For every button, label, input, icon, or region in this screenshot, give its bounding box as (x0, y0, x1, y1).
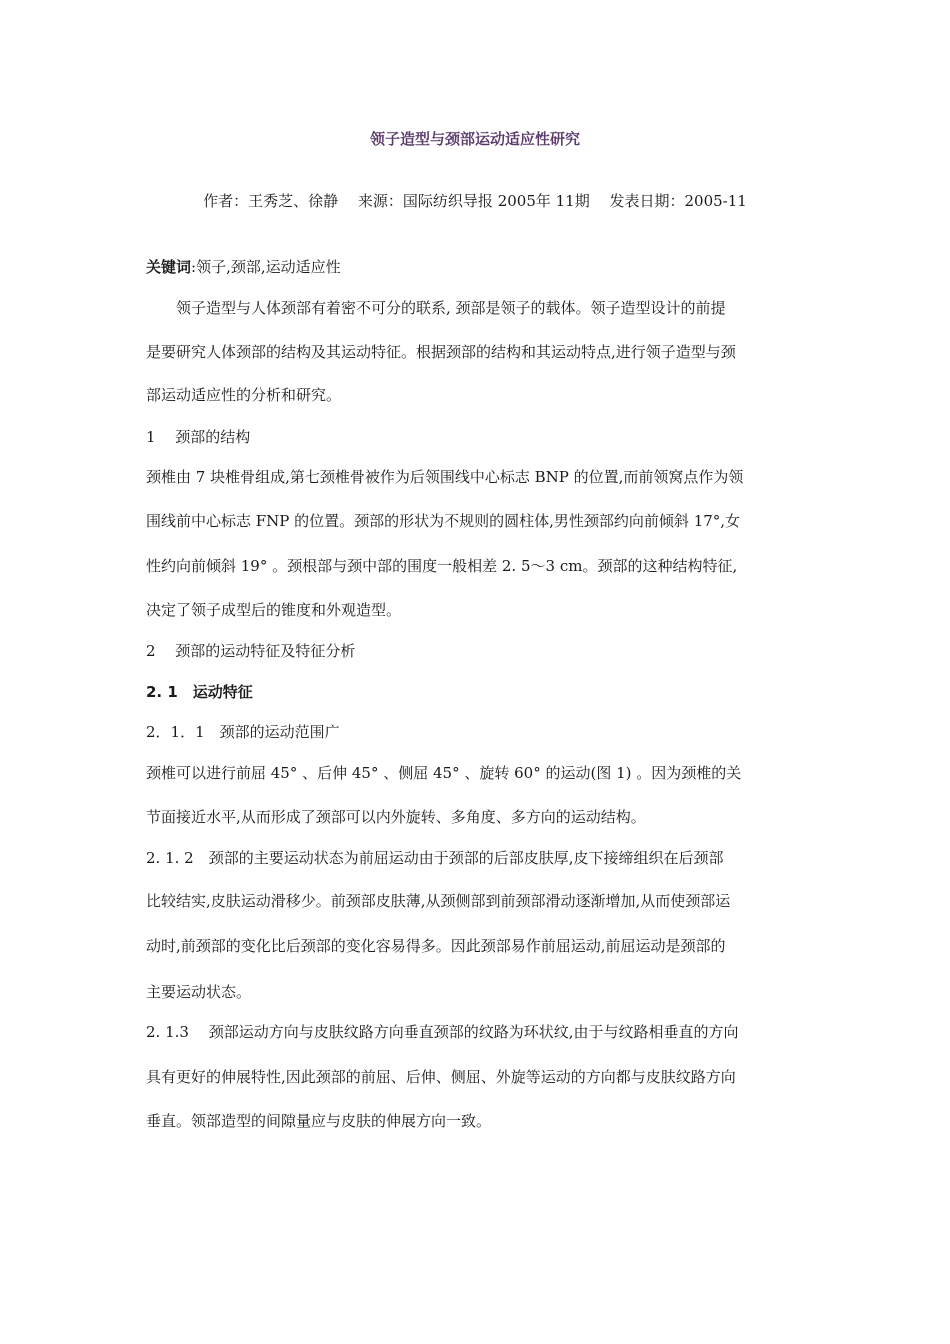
keywords-label: 关键词 (146, 258, 192, 276)
paragraph-line: 2. 1.3 颈部运动方向与皮肤纹路方向垂直颈部的纹路为环状纹,由于与纹路相垂直的方向 (146, 1023, 739, 1041)
article-meta: 作者：王秀芝、徐静 来源：国际纺织导报 2005年 11期 发表日期：2005-11 (203, 192, 747, 210)
paragraph-line: 颈椎由 7 块椎骨组成,第七颈椎骨被作为后领围线中心标志 BNP 的位置,而前领窝点作为领 (146, 468, 744, 486)
paragraph-line: 2. 1. 2 颈部的主要运动状态为前屈运动由于颈部的后部皮肤厚,皮下接缔组织在后颈部 (146, 849, 724, 867)
paragraph-line: 部运动适应性的分析和研究。 (146, 386, 342, 404)
subsubsection-heading: 2．1．1 颈部的运动范围广 (146, 723, 340, 741)
paragraph-line: 节面接近水平,从而形成了颈部可以内外旋转、多角度、多方向的运动结构。 (146, 808, 646, 826)
paragraph-line: 主要运动状态。 (146, 983, 252, 1001)
section-heading: 2 颈部的运动特征及特征分析 (146, 642, 356, 660)
article-title: 领子造型与颈部运动适应性研究 (369, 130, 580, 148)
paragraph-line: 决定了领子成型后的锥度和外观造型。 (146, 601, 402, 619)
paragraph-line: 围线前中心标志 FNP 的位置。颈部的形状为不规则的圆柱体,男性颈部约向前倾斜 17°,女 (146, 512, 741, 530)
subsection-heading: 2. 1 运动特征 (146, 683, 253, 701)
paragraph-line: 领子造型与人体颈部有着密不可分的联系, 颈部是领子的载体。领子造型设计的前提 (146, 299, 726, 317)
keywords-line (146, 256, 341, 277)
paragraph-line: 比较结实,皮肤运动滑移少。前颈部皮肤薄,从颈侧部到前颈部滑动逐渐增加,从而使颈部运 (146, 892, 731, 910)
paragraph-line: 垂直。领部造型的间隙量应与皮肤的伸展方向一致。 (146, 1112, 492, 1130)
keywords-value: :领子,颈部,运动适应性 (191, 258, 341, 276)
paragraph-line: 具有更好的伸展特性,因此颈部的前屈、后伸、侧屈、外旋等运动的方向都与皮肤纹路方向 (146, 1068, 736, 1086)
paragraph-line: 动时,前颈部的变化比后颈部的变化容易得多。因此颈部易作前屈运动,前屈运动是颈部的 (146, 937, 726, 955)
paragraph-line: 颈椎可以进行前屈 45° 、后伸 45° 、侧屈 45° 、旋转 60° 的运动(图 1) 。因为颈椎的关 (146, 764, 742, 782)
section-heading: 1 颈部的结构 (146, 428, 251, 446)
paragraph-line: 性约向前倾斜 19° 。颈根部与颈中部的围度一般相差 2. 5～3 cm。颈部的这种结构特征, (146, 557, 738, 575)
paragraph-line: 是要研究人体颈部的结构及其运动特征。根据颈部的结构和其运动特点,进行领子造型与颈 (146, 343, 736, 361)
